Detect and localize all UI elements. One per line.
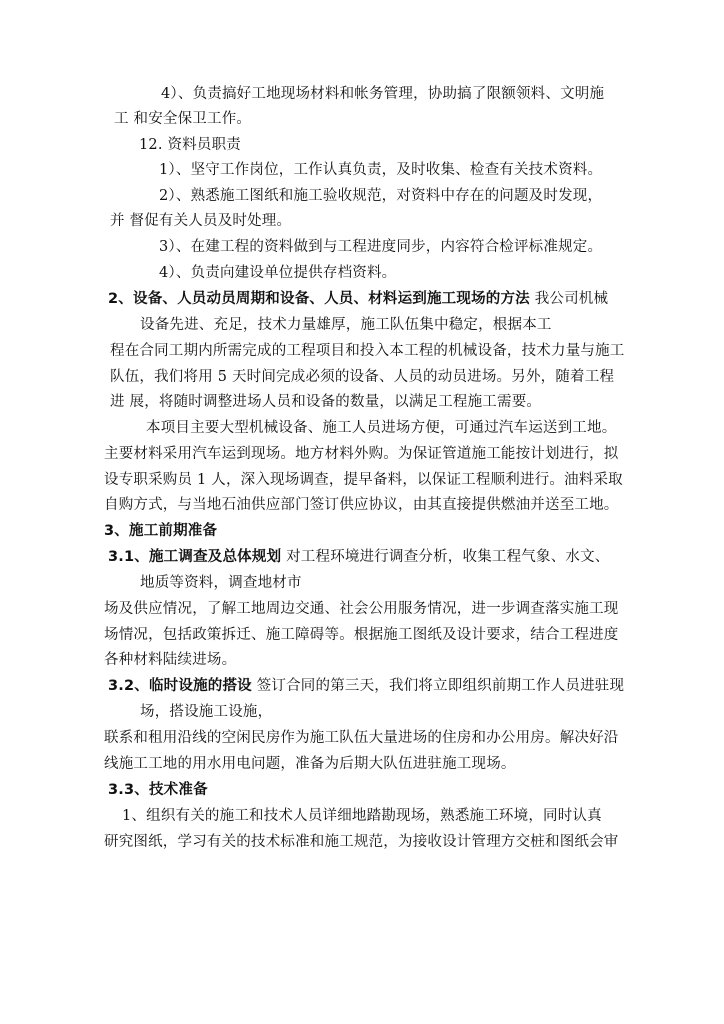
section-2-heading-line bbox=[108, 288, 608, 310]
section-3-1-heading-line bbox=[108, 546, 610, 568]
data-duty-4: 4）、负责向建设单位提供存档资料。 bbox=[159, 265, 397, 281]
section-2-line4: 队伍，我们将用 5 天时间完成必须的设备、人员的动员进场。另外，随着工程 bbox=[110, 369, 615, 385]
duty-item-4-line2: 工 和安全保卫工作。 bbox=[114, 111, 252, 127]
section-3-3-line2: 研究图纸，学习有关的技术标准和施工规范，为接收设计管理方交桩和图纸会审 bbox=[104, 834, 619, 850]
section-2-para2-line2: 主要材料采用汽车运到现场。地方材料外购。为保证管道施工能按计划进行，拟 bbox=[104, 446, 619, 462]
section-3-1-line2: 地质等资料，调查地材市 bbox=[140, 575, 302, 591]
data-duty-2-line2: 并 督促有关人员及时处理。 bbox=[110, 213, 292, 229]
section-3-1-heading: 3.1、施工调查及总体规划 bbox=[108, 549, 282, 565]
data-duty-3: 3）、在建工程的资料做到与工程进度同步，内容符合检评标准规定。 bbox=[159, 239, 603, 255]
section-2-para2-line4: 自购方式，与当地石油供应部门签订供应协议，由其直接提供燃油并送至工地。 bbox=[104, 497, 619, 513]
section-2-para2-line3: 设专职采购员 1 人，深入现场调查，提早备料，以保证工程顺利进行。油料采取 bbox=[104, 472, 623, 488]
data-duty-2-line1: 2）、熟悉施工图纸和施工验收规范，对资料中存在的问题及时发现， bbox=[159, 188, 603, 204]
section-3-3-heading: 3.3、技术准备 bbox=[108, 782, 208, 798]
section-2-heading: 2、设备、人员动员周期和设备、人员、材料运到施工现场的方法 bbox=[108, 291, 530, 307]
section-3-2-heading-line bbox=[108, 675, 624, 697]
section-3-2-line4: 线施工工地的用水用电问题，准备为后期大队伍进驻施工现场。 bbox=[104, 756, 516, 772]
section-3-1-heading-tail: 对工程环境进行调查分析，收集工程气象、水文、 bbox=[286, 549, 610, 565]
section-2-line5: 进 展，将随时调整进场人员和设备的数量，以满足工程施工需要。 bbox=[110, 394, 542, 410]
section-3-2-heading-tail: 签订合同的第三天，我们将立即组织前期工作人员进驻现 bbox=[256, 678, 625, 694]
section-3-1-line4: 场情况，包括政策拆迁、施工障碍等。根据施工图纸及设计要求，结合工程进度 bbox=[104, 627, 619, 643]
section-3-heading: 3、施工前期准备 bbox=[104, 523, 218, 539]
duty-item-4-line1: 4）、负责搞好工地现场材料和帐务管理，协助搞了限额领料、文明施 bbox=[161, 86, 605, 102]
section-3-2-line3: 联系和租用沿线的空闲民房作为施工队伍大量进场的住房和办公用房。解决好沿 bbox=[104, 730, 619, 746]
section-3-2-line2: 场，搭设施工设施， bbox=[140, 704, 273, 720]
data-duty-1: 1）、坚守工作岗位，工作认真负责，及时收集、检查有关技术资料。 bbox=[159, 162, 603, 178]
section-3-1-line5: 各种材料陆续进场。 bbox=[104, 652, 237, 668]
section-3-3-line1: 1、组织有关的施工和技术人员详细地踏勘现场，熟悉施工环境，同时认真 bbox=[122, 808, 602, 824]
section-3-1-line3: 场及供应情况，了解工地周边交通、社会公用服务情况，进一步调查落实施工现 bbox=[104, 601, 619, 617]
section-3-2-heading: 3.2、临时设施的搭设 bbox=[108, 678, 252, 694]
section-2-line3: 程在合同工期内所需完成的工程项目和投入本工程的机械设备，技术力量与施工 bbox=[110, 343, 625, 359]
section-2-line2: 设备先进、充足，技术力量雄厚，施工队伍集中稳定，根据本工 bbox=[140, 317, 552, 333]
section-2-heading-tail: 我公司机械 bbox=[534, 291, 609, 307]
section-2-para2-line1: 本项目主要大型机械设备、施工人员进场方便，可通过汽车运送到工地。 bbox=[146, 420, 617, 436]
section-12-title: 12. 资料员职责 bbox=[139, 137, 241, 153]
